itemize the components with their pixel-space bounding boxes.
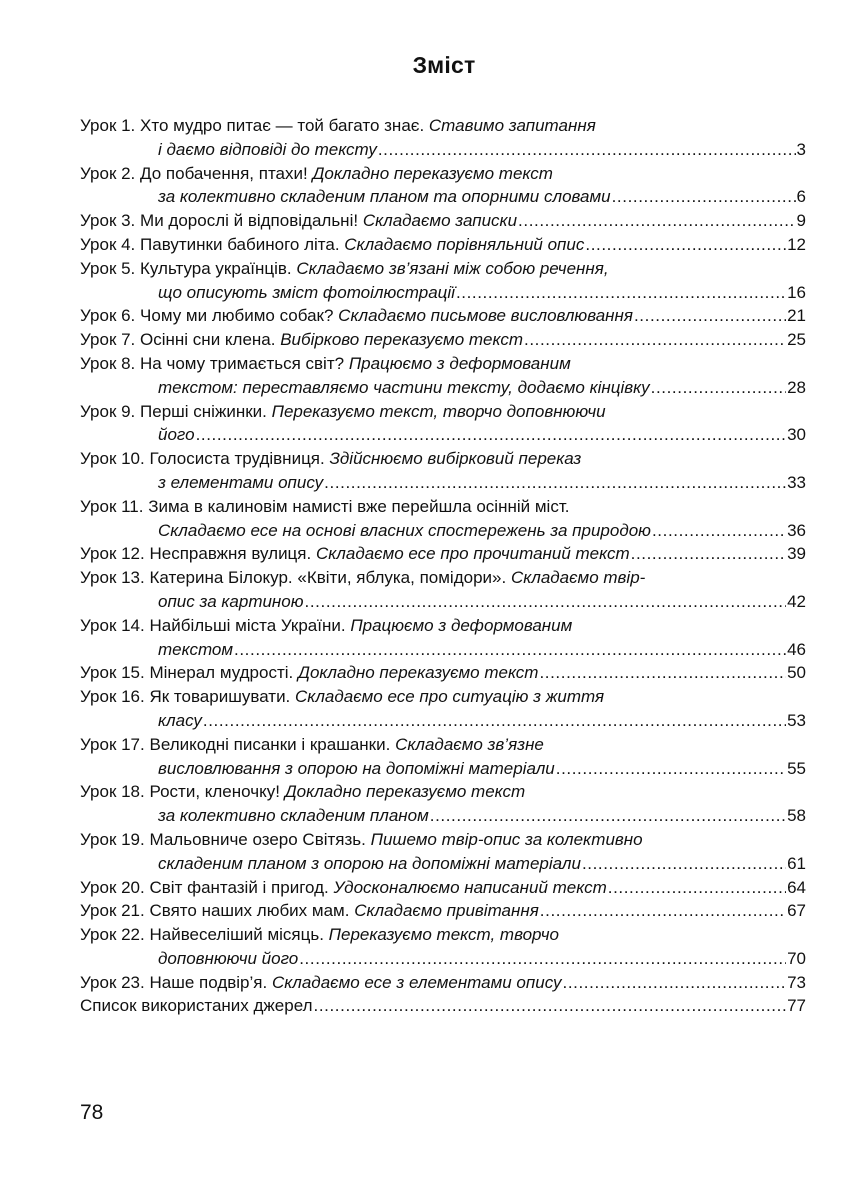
lesson-task: Складаємо есе про прочитаний текст [315, 544, 630, 564]
lesson-task: Складаємо есе з елементами опису [271, 972, 562, 992]
lesson-title: Список використаних джерел [80, 996, 313, 1016]
toc-line [80, 852, 806, 876]
lesson-task-continued: за колективно складеним планом та опорними словами [158, 187, 611, 207]
lesson-number: Урок 14. [80, 615, 145, 635]
lesson-task-continued: і даємо відповіді до тексту [158, 139, 377, 159]
lesson-task: Складаємо привітання [354, 901, 539, 921]
lesson-task: Вибірково переказуємо текст [280, 330, 523, 350]
dot-leader [314, 994, 787, 1018]
lesson-task: Переказуємо текст, творчо [328, 925, 559, 945]
dot-leader [430, 804, 786, 828]
lesson-number: Урок 21. [80, 901, 145, 921]
toc-text [80, 209, 517, 233]
lesson-title: Осінні сни клена. [140, 330, 276, 350]
lesson-title: Хто мудро питає — той багато знає. [140, 116, 425, 135]
table-of-contents [80, 114, 806, 1018]
toc-line [80, 495, 806, 519]
lesson-task: Складаємо записки [362, 211, 518, 231]
toc-entry [80, 542, 806, 566]
lesson-task: Удосконалюємо написаний текст [333, 877, 607, 897]
lesson-title: Рости, кленочку! [149, 782, 280, 802]
page-ref: 67 [787, 901, 806, 921]
dot-leader [612, 185, 796, 209]
dot-leader [234, 638, 786, 662]
lesson-number: Урок 15. [80, 663, 145, 683]
toc-text [80, 994, 313, 1018]
lesson-title: Найвеселіший місяць. [149, 925, 324, 945]
page-ref: 55 [787, 758, 806, 778]
page-ref: 50 [787, 663, 806, 683]
lesson-number: Урок 5. [80, 258, 136, 278]
lesson-task-continued: складеним планом з опорою на допоміжні матеріали [158, 853, 581, 873]
dot-leader [518, 209, 795, 233]
lesson-task-continued: його [158, 425, 195, 445]
page-ref: 42 [787, 591, 806, 611]
dot-leader [585, 233, 786, 257]
toc-line [80, 233, 806, 257]
lesson-number: Урок 23. [80, 972, 145, 992]
lesson-title: Наше подвір’я. [149, 972, 268, 992]
toc-entry [80, 733, 806, 781]
dot-leader [608, 876, 786, 900]
toc-line [80, 590, 806, 614]
lesson-task: Докладно переказуємо текст [312, 163, 553, 183]
toc-line [80, 947, 806, 971]
dot-leader [299, 947, 786, 971]
page-ref: 6 [796, 187, 806, 207]
lesson-title: Чому ми любимо собак? [140, 306, 334, 326]
toc-entry [80, 233, 806, 257]
lesson-number: Урок 8. [80, 353, 136, 373]
toc-entry [80, 495, 806, 543]
page-ref: 25 [787, 330, 806, 350]
lesson-title: Мінерал мудрості. [149, 663, 294, 683]
page-ref: 36 [787, 520, 806, 540]
toc-line [80, 376, 806, 400]
toc-line [80, 661, 806, 685]
toc-line [80, 209, 806, 233]
toc-text [80, 899, 539, 923]
toc-entry [80, 685, 806, 733]
lesson-number: Урок 11. [80, 496, 144, 516]
lesson-title: Як товаришувати. [149, 687, 291, 707]
lesson-task: Ставимо запитання [428, 116, 596, 135]
lesson-number: Урок 19. [80, 829, 145, 849]
toc-line [80, 162, 806, 186]
toc-line [80, 257, 806, 281]
toc-line [80, 281, 806, 305]
lesson-number: Урок 17. [80, 734, 145, 754]
toc-entry [80, 400, 806, 448]
lesson-task: Докладно переказуємо текст [297, 663, 539, 683]
toc-line [80, 566, 806, 590]
lesson-title: Перші сніжинки. [140, 401, 267, 421]
lesson-number: Урок 6. [80, 306, 136, 326]
lesson-title: На чому тримається світ? [140, 353, 345, 373]
toc-line [80, 899, 806, 923]
lesson-task: Складаємо порівняльний опис [344, 234, 585, 254]
lesson-number: Урок 12. [80, 544, 145, 564]
toc-entry [80, 114, 806, 162]
toc-line [80, 471, 806, 495]
lesson-task: Складаємо письмове висловлювання [338, 306, 633, 326]
dot-leader [305, 590, 787, 614]
lesson-task: Складаємо есе про ситуацію з життя [295, 687, 605, 707]
lesson-title: Катерина Білокур. «Квіти, яблука, помідори». [149, 568, 507, 588]
toc-entry [80, 923, 806, 971]
lesson-number: Урок 10. [80, 449, 145, 469]
page-title: Зміст [412, 52, 476, 78]
lesson-title: Несправжня вулиця. [149, 544, 312, 564]
lesson-task: Працюємо з деформованим [350, 615, 573, 635]
toc-line [80, 423, 806, 447]
toc-entry [80, 304, 806, 328]
lesson-title: Свято наших любих мам. [149, 901, 350, 921]
page-ref: 16 [787, 282, 806, 302]
lesson-title: До побачення, птахи! [140, 163, 308, 183]
toc-line [80, 519, 806, 543]
dot-leader [378, 138, 796, 162]
toc-entry [80, 566, 806, 614]
lesson-task: Працюємо з деформованим [348, 353, 571, 373]
lesson-task: Здійснюємо вибірковий переказ [329, 449, 582, 469]
toc-line [80, 542, 806, 566]
lesson-number: Урок 20. [80, 877, 145, 897]
toc-line [80, 114, 806, 138]
page-ref: 61 [787, 853, 806, 873]
dot-leader [563, 971, 787, 995]
lesson-title: Світ фантазій і пригод. [149, 877, 329, 897]
toc-entry [80, 899, 806, 923]
dot-leader [634, 304, 786, 328]
page-ref: 3 [796, 139, 806, 159]
lesson-number: Урок 16. [80, 687, 145, 707]
lesson-number: Урок 22. [80, 925, 145, 945]
dot-leader [540, 899, 786, 923]
lesson-title: Ми дорослі й відповідальні! [140, 211, 359, 231]
lesson-title: Зима в калиновім намисті вже перейшла осінній міст. [148, 496, 570, 516]
lesson-task-continued: доповнюючи його [158, 948, 299, 968]
toc-line [80, 138, 806, 162]
toc-text [80, 328, 523, 352]
lesson-task: Пишемо твір-опис за колективно [370, 829, 643, 849]
lesson-title: Голосиста трудівниця. [149, 449, 325, 469]
dot-leader [556, 757, 786, 781]
toc-line [80, 685, 806, 709]
page-ref: 53 [787, 710, 806, 730]
lesson-task: Докладно переказуємо текст [284, 782, 526, 802]
toc-entry [80, 971, 806, 995]
page-ref: 70 [787, 948, 806, 968]
toc-entry [80, 447, 806, 495]
toc-line [80, 709, 806, 733]
toc-entry [80, 780, 806, 828]
lesson-number: Урок 4. [80, 234, 136, 254]
lesson-title: Павутинки бабиного літа. [140, 234, 340, 254]
page-ref: 9 [796, 211, 806, 231]
toc-text [80, 304, 633, 328]
page-ref: 21 [787, 306, 806, 326]
toc-line [80, 828, 806, 852]
toc-text [80, 971, 562, 995]
toc-entry [80, 614, 806, 662]
toc-line [80, 994, 806, 1018]
dot-leader [539, 661, 786, 685]
dot-leader [651, 376, 786, 400]
lesson-number: Урок 3. [80, 211, 136, 231]
toc-line [80, 304, 806, 328]
toc-entry [80, 257, 806, 305]
page-ref: 46 [787, 639, 806, 659]
page-ref: 73 [787, 972, 806, 992]
page-ref: 30 [787, 425, 806, 445]
lesson-number: Урок 9. [80, 401, 136, 421]
dot-leader [324, 471, 786, 495]
lesson-number: Урок 7. [80, 330, 136, 350]
toc-line [80, 352, 806, 376]
page-ref: 39 [787, 544, 806, 564]
page-ref: 12 [787, 234, 806, 254]
toc-line [80, 733, 806, 757]
toc-line [80, 400, 806, 424]
lesson-number: Урок 1. [80, 116, 136, 135]
lesson-number: Урок 2. [80, 163, 136, 183]
page-ref: 64 [787, 877, 806, 897]
page-ref: 33 [787, 472, 806, 492]
toc-line [80, 614, 806, 638]
toc-line [80, 757, 806, 781]
lesson-title: Мальовниче озеро Світязь. [149, 829, 366, 849]
lesson-number: Урок 13. [80, 568, 145, 588]
toc-line [80, 876, 806, 900]
toc-line [80, 638, 806, 662]
toc-entry [80, 661, 806, 685]
lesson-task-continued: з елементами опису [158, 472, 324, 492]
lesson-task-continued: опис за картиною [158, 591, 304, 611]
toc-text [80, 542, 630, 566]
lesson-task-continued: що описують зміст фотоілюстрації [158, 282, 455, 302]
toc-entry [80, 994, 806, 1018]
toc-text [80, 661, 538, 685]
toc-line [80, 804, 806, 828]
page-number: 78 [80, 1101, 104, 1124]
page-ref: 28 [787, 377, 806, 397]
dot-leader [582, 852, 786, 876]
lesson-task: Складаємо зв’язне [395, 734, 544, 754]
dot-leader [203, 709, 786, 733]
dot-leader [652, 519, 786, 543]
lesson-task: Складаємо твір- [510, 568, 646, 588]
lesson-task-continued: текстом [158, 639, 234, 659]
dot-leader [631, 542, 786, 566]
toc-line [80, 328, 806, 352]
toc-entry [80, 328, 806, 352]
toc-line [80, 923, 806, 947]
lesson-number: Урок 18. [80, 782, 145, 802]
toc-line [80, 780, 806, 804]
toc-text [80, 876, 607, 900]
dot-leader [524, 328, 786, 352]
lesson-task-continued: класу [158, 710, 202, 730]
toc-line [80, 447, 806, 471]
toc-entry [80, 209, 806, 233]
lesson-title: Великодні писанки і крашанки. [149, 734, 391, 754]
dot-leader [196, 423, 787, 447]
lesson-task: Складаємо зв’язані між собою речення, [296, 258, 609, 278]
toc-entry [80, 828, 806, 876]
toc-entry [80, 876, 806, 900]
lesson-task: Переказуємо текст, творчо доповнюючи [271, 401, 606, 421]
toc-entry [80, 352, 806, 400]
lesson-title: Найбільші міста України. [149, 615, 346, 635]
lesson-task-continued: за колективно складеним планом [158, 806, 429, 826]
lesson-task-continued: Складаємо есе на основі власних спостережень за природою [158, 520, 651, 540]
toc-line [80, 185, 806, 209]
toc-entry [80, 162, 806, 210]
page-ref: 77 [787, 996, 806, 1016]
lesson-task-continued: висловлювання з опорою на допоміжні матеріали [158, 758, 555, 778]
dot-leader [456, 281, 786, 305]
toc-text [80, 233, 584, 257]
toc-line [80, 971, 806, 995]
lesson-title: Культура українців. [140, 258, 292, 278]
lesson-task-continued: текстом: переставляємо частини тексту, додаємо кінцівку [158, 377, 650, 397]
page-ref: 58 [787, 806, 806, 826]
